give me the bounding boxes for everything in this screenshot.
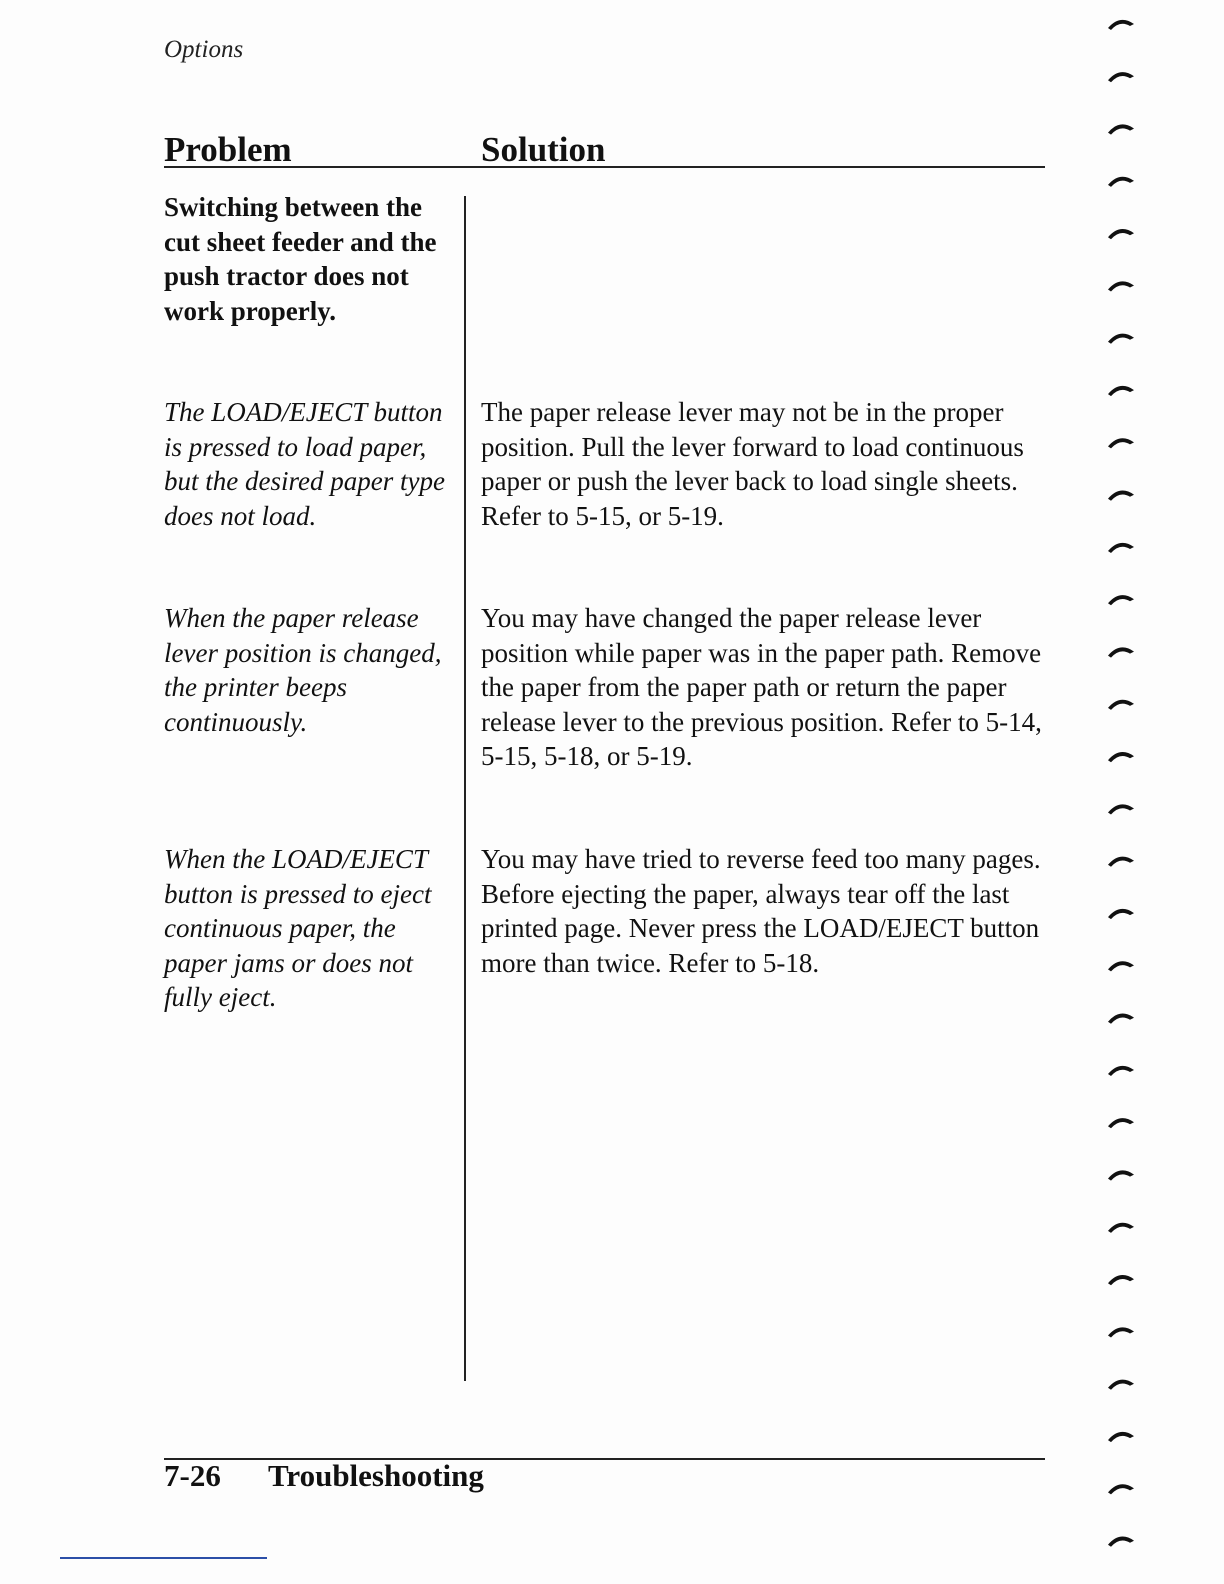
problem-text-row-2: The LOAD/EJECT button is pressed to load paper, but the desired paper type does not load. bbox=[164, 397, 445, 531]
binding-hole bbox=[1108, 909, 1134, 919]
binding-hole bbox=[1108, 334, 1134, 344]
solution-text-row-2: The paper release lever may not be in the proper position. Pull the lever forward to load continuous paper or push the lever back to load single sheets. Refer to 5-15, or 5-19. bbox=[481, 397, 1024, 531]
binding-hole bbox=[1108, 1327, 1134, 1337]
binding-hole bbox=[1108, 386, 1134, 396]
scan-edge-line bbox=[60, 1557, 267, 1559]
binding-hole bbox=[1108, 647, 1134, 657]
binding-hole bbox=[1108, 595, 1134, 605]
binding-hole bbox=[1108, 961, 1134, 971]
solution-text-row-4: You may have tried to reverse feed too many pages. Before ejecting the paper, always tear off the last printed page. Never press the LOAD/EJECT button more than twice. Refer to 5-18. bbox=[481, 844, 1041, 978]
binding-hole bbox=[1108, 1380, 1134, 1390]
binding-hole bbox=[1108, 543, 1134, 553]
binding-hole bbox=[1108, 177, 1134, 187]
binding-hole bbox=[1108, 438, 1134, 448]
spiral-binding bbox=[1100, 0, 1160, 1584]
binding-hole bbox=[1108, 1014, 1134, 1024]
binding-hole bbox=[1108, 857, 1134, 867]
binding-hole bbox=[1108, 700, 1134, 710]
column-divider bbox=[464, 196, 466, 1381]
binding-hole bbox=[1108, 491, 1134, 501]
problem-text-row-1: Switching between the cut sheet feeder and the push tractor does not work properly. bbox=[164, 192, 437, 326]
binding-hole bbox=[1108, 1484, 1134, 1494]
binding-hole bbox=[1108, 124, 1134, 134]
binding-hole bbox=[1108, 1066, 1134, 1076]
binding-hole bbox=[1108, 20, 1134, 30]
binding-hole bbox=[1108, 229, 1134, 239]
solution-text-row-3: You may have changed the paper release lever position while paper was in the paper path. Remove the paper from the paper path or return the paper release lever to the previous position. Refer to 5-14, 5-15, 5-18, or 5-19. bbox=[481, 603, 1042, 771]
footer-section-title: Troubleshooting bbox=[268, 1458, 484, 1493]
binding-hole bbox=[1108, 72, 1134, 82]
problem-text-row-4: When the LOAD/EJECT button is pressed to eject continuous paper, the paper jams or does not fully eject. bbox=[164, 844, 432, 1012]
heading-rule bbox=[164, 166, 1045, 168]
problem-text-row-3: When the paper release lever position is changed, the printer beeps continuously. bbox=[164, 603, 442, 737]
binding-hole bbox=[1108, 752, 1134, 762]
binding-hole bbox=[1108, 1537, 1134, 1547]
binding-hole bbox=[1108, 281, 1134, 291]
binding-hole bbox=[1108, 1275, 1134, 1285]
solution-column-heading: Solution bbox=[481, 130, 606, 169]
binding-hole bbox=[1108, 1170, 1134, 1180]
binding-hole bbox=[1108, 804, 1134, 814]
binding-hole bbox=[1108, 1118, 1134, 1128]
running-head: Options bbox=[164, 36, 244, 63]
binding-hole bbox=[1108, 1432, 1134, 1442]
footer-page-number: 7-26 bbox=[164, 1458, 221, 1493]
problem-column-heading: Problem bbox=[164, 130, 292, 169]
binding-hole bbox=[1108, 1223, 1134, 1233]
